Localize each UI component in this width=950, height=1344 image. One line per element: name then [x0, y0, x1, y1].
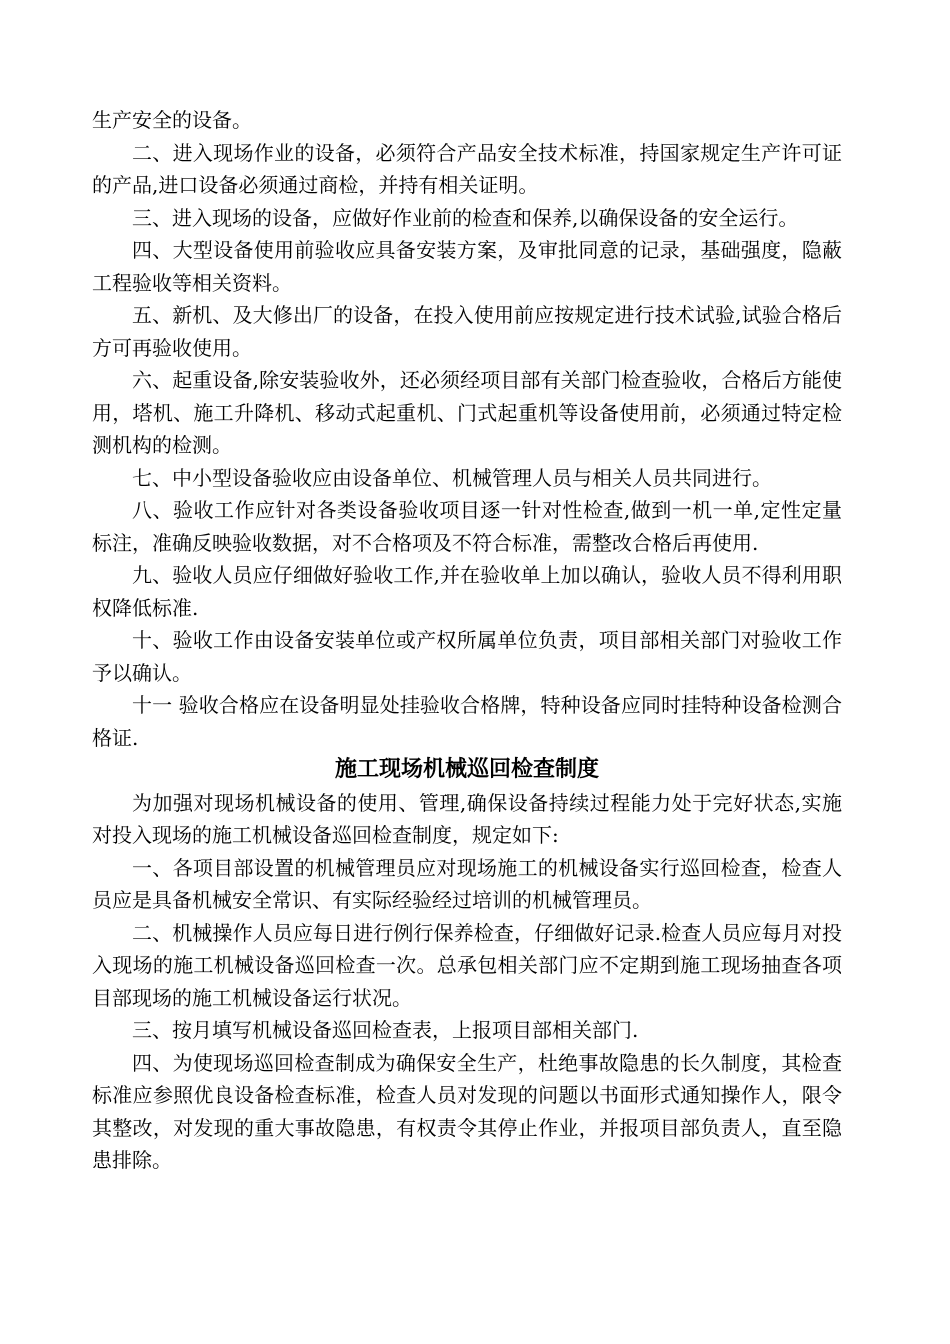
section-title: 施工现场机械巡回检查制度 [334, 757, 599, 782]
inspection-item-1: 一、各项目部设置的机械管理员应对现场施工的机械设备实行巡回检查，检查人员应是具备机械安全常识、有实际经验经过培训的机械管理员。 [92, 855, 842, 912]
acceptance-item-5: 五、新机、及大修出厂的设备，在投入使用前应按规定进行技术试验,试验合格后方可再验收使用。 [92, 303, 842, 360]
acceptance-item-3: 三、进入现场的设备，应做好作业前的检查和保养,以确保设备的安全运行。 [132, 205, 799, 230]
acceptance-item-4: 四、大型设备使用前验收应具备安装方案，及审批同意的记录，基础强度，隐蔽工程验收等相关资料。 [92, 238, 842, 295]
inspection-item-4: 四、为使现场巡回检查制成为确保安全生产，杜绝事故隐患的长久制度，其检查标准应参照优良设备检查标准，检查人员对发现的问题以书面形式通知操作人，限令其整改，对发现的重大事故隐患，有权责令其停止作业，并报项目部负责人，直至隐患排除。 [92, 1050, 842, 1172]
acceptance-item-11: 十一 验收合格应在设备明显处挂验收合格牌，特种设备应同时挂特种设备检测合格证. [92, 693, 842, 750]
acceptance-item-7: 七、中小型设备验收应由设备单位、机械管理人员与相关人员共同进行。 [132, 465, 772, 490]
acceptance-item-6: 六、起重设备,除安装验收外，还必须经项目部有关部门检查验收，合格后方能使用，塔机、施工升降机、移动式起重机、门式起重机等设备使用前，必须通过特定检测机构的检测。 [92, 368, 842, 457]
continued-paragraph: 生产安全的设备。 [92, 108, 252, 132]
section-intro: 为加强对现场机械设备的使用、管理,确保设备持续过程能力处于完好状态,实施对投入现场的施工机械设备巡回检查制度，规定如下: [92, 790, 842, 847]
acceptance-item-9: 九、验收人员应仔细做好验收工作,并在验收单上加以确认，验收人员不得利用职权降低标准. [92, 563, 842, 620]
acceptance-item-10: 十、验收工作由设备安装单位或产权所属单位负责，项目部相关部门对验收工作予以确认。 [92, 628, 842, 685]
document-page [92, 104, 842, 1177]
inspection-item-3: 三、按月填写机械设备巡回检查表，上报项目部相关部门. [132, 1018, 639, 1042]
acceptance-item-2: 二、进入现场作业的设备，必须符合产品安全技术标准，持国家规定生产许可证的产品,进口设备必须通过商检，并持有相关证明。 [92, 140, 842, 197]
acceptance-item-8: 八、验收工作应针对各类设备验收项目逐一针对性检查,做到一机一单,定性定量标注，准确反映验收数据，对不合格项及不符合标准，需整改合格后再使用. [92, 498, 842, 555]
inspection-item-2: 二、机械操作人员应每日进行例行保养检查，仔细做好记录.检查人员应每月对投入现场的施工机械设备巡回检查一次。总承包相关部门应不定期到施工现场抽查各项目部现场的施工机械设备运行状况。 [92, 920, 842, 1010]
